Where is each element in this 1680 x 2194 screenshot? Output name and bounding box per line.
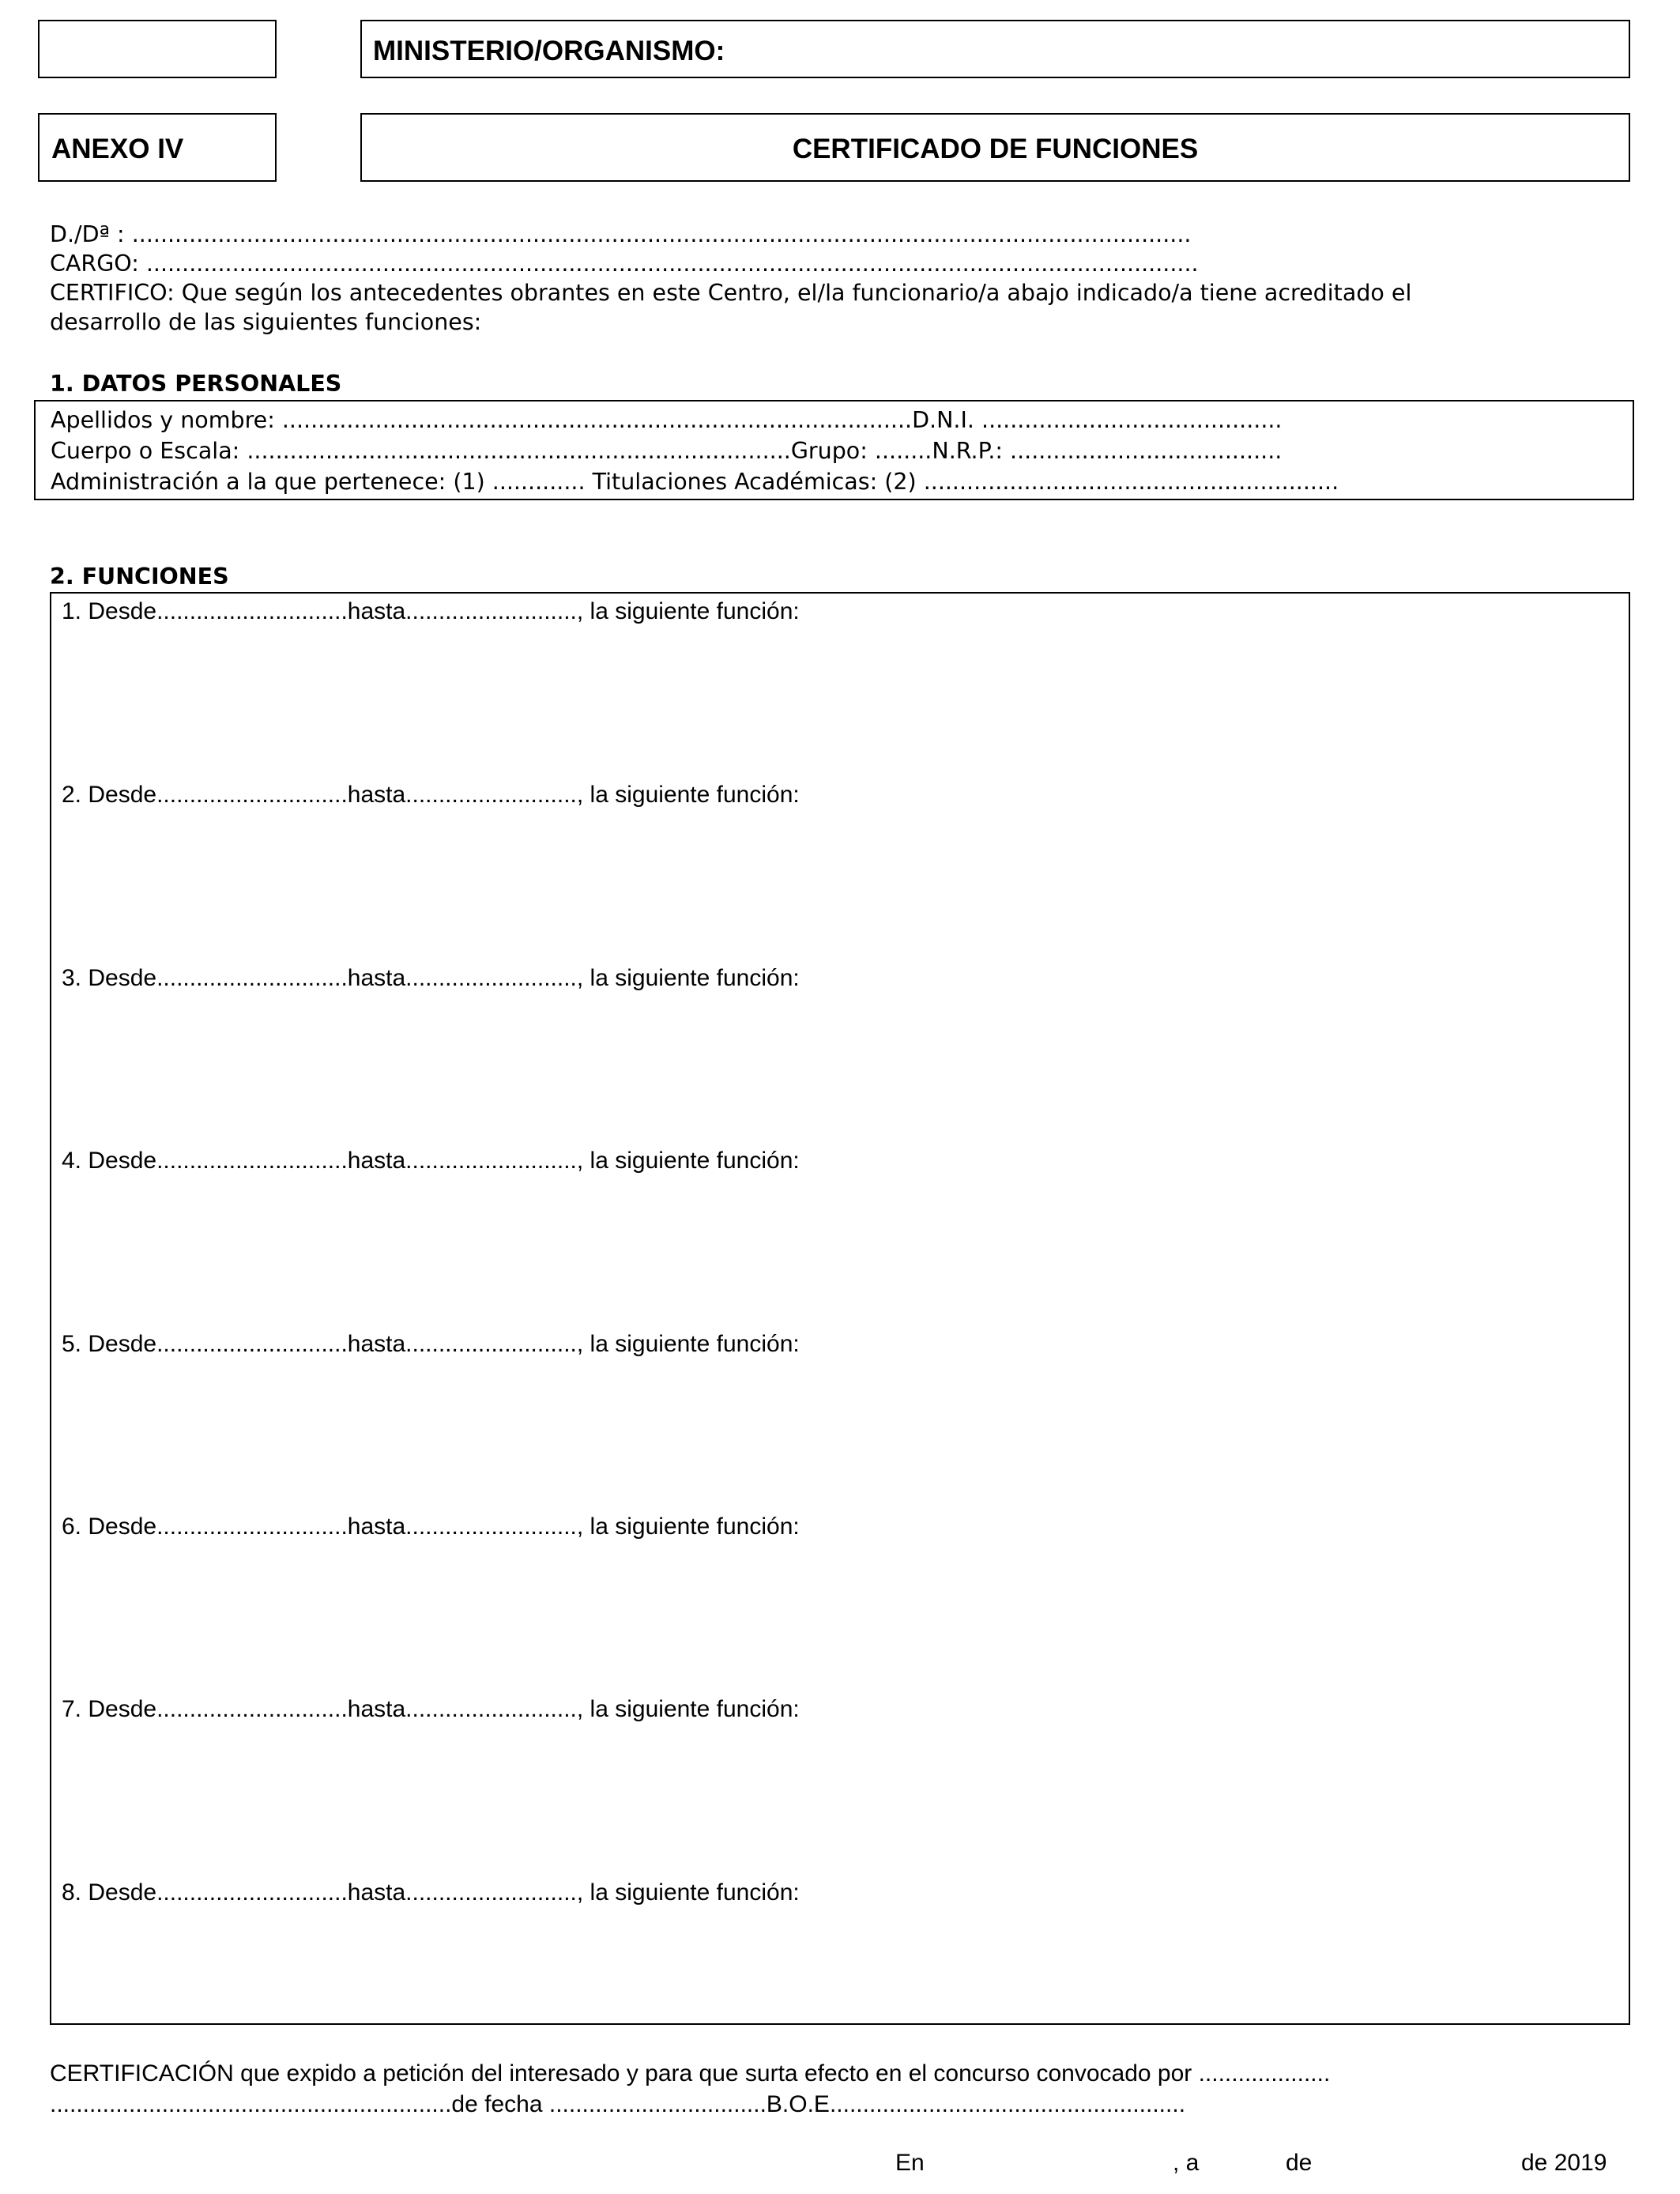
signature-a: , a	[1173, 2150, 1200, 2176]
funcion-item-8: 8. Desde.............................hasta.........................., la siguiente función:	[62, 1879, 800, 1906]
signature-de: de	[1286, 2150, 1313, 2176]
datos-personales-heading: 1. DATOS PERSONALES	[50, 371, 342, 397]
anexo-label: ANEXO IV	[51, 134, 184, 164]
blank-header-box	[38, 20, 277, 78]
apellidos-line: Apellidos y nombre: ........................................................................................D.N.I. ..........................................	[51, 407, 1283, 433]
certificacion-line-2: .............................................................de fecha .................................B.O.E......................................................	[50, 2091, 1186, 2117]
anexo-box	[38, 113, 277, 182]
title-box	[360, 113, 1630, 182]
ministerio-label: MINISTERIO/ORGANISMO:	[373, 36, 725, 66]
funcion-item-7: 7. Desde.............................hasta.........................., la siguiente función:	[62, 1696, 800, 1722]
page-title: CERTIFICADO DE FUNCIONES	[792, 134, 1199, 164]
certifico-line-1: CERTIFICO: Que según los antecedentes obrantes en este Centro, el/la funcionario/a abajo indicado/a tiene acreditado el	[50, 280, 1412, 306]
funcion-item-1: 1. Desde.............................hasta.........................., la siguiente función:	[62, 598, 800, 624]
ministerio-box	[360, 20, 1630, 78]
signature-de-year: de 2019	[1521, 2150, 1607, 2176]
dd-line: D./Dª : ....................................................................................................................................................	[50, 221, 1192, 247]
funcion-item-3: 3. Desde.............................hasta.........................., la siguiente función:	[62, 965, 800, 991]
funciones-box	[50, 592, 1630, 2025]
funciones-heading: 2. FUNCIONES	[50, 564, 229, 590]
certificacion-line-1: CERTIFICACIÓN que expido a petición del interesado y para que surta efecto en el concurso convocado por ....................	[50, 2060, 1331, 2087]
funcion-item-6: 6. Desde.............................hasta.........................., la siguiente función:	[62, 1514, 800, 1540]
cuerpo-line: Cuerpo o Escala: ............................................................................Grupo: ........N.R.P.: ......................................	[51, 438, 1283, 464]
funcion-item-2: 2. Desde.............................hasta.........................., la siguiente función:	[62, 782, 800, 808]
administracion-line: Administración a la que pertenece: (1) ............. Titulaciones Académicas: (2) ..........................................................	[51, 469, 1339, 495]
cargo-line: CARGO: ...................................................................................................................................................	[50, 251, 1199, 277]
datos-personales-box	[34, 400, 1634, 500]
signature-en: En	[895, 2150, 925, 2176]
funcion-item-5: 5. Desde.............................hasta.........................., la siguiente función:	[62, 1331, 800, 1357]
funcion-item-4: 4. Desde.............................hasta.........................., la siguiente función:	[62, 1148, 800, 1174]
certifico-line-2: desarrollo de las siguientes funciones:	[50, 309, 482, 335]
